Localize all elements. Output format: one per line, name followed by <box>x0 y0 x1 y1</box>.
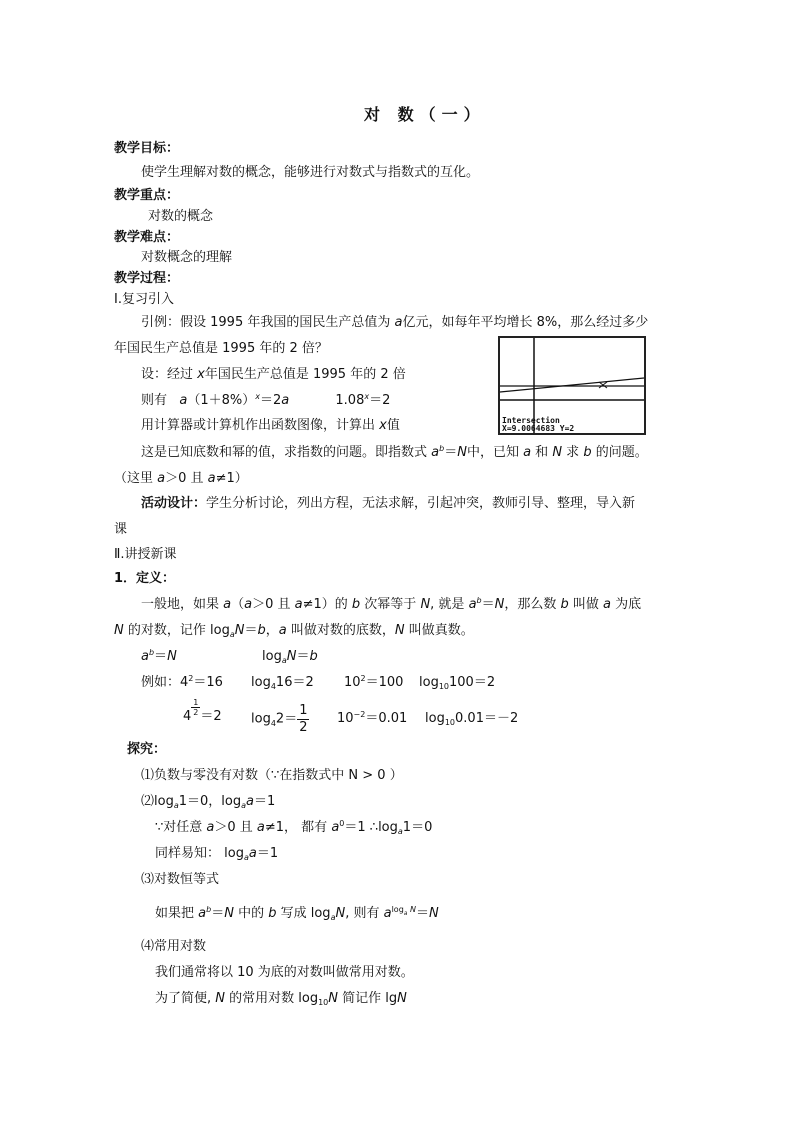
example-line6: 这是已知底数和幂的值，求指数的问题。即指数式 $a^b=N$中，已知 a 和 N 求 b 的问题。 <box>141 444 648 460</box>
definition-p2: N 的对数，记作 $\log_aN=b$，a 叫做对数的底数，N 叫做真数。 <box>114 623 474 639</box>
explore-heading: 探究： <box>127 742 167 757</box>
formula-log: $\log_aN=b$ <box>262 649 318 665</box>
definition-p1: 一般地，如果 a（a＞0 且 a≠1）的 b 次幂等于 N, 就是 $a^b=N$，那么数 b 叫做 a 为底 <box>141 596 642 612</box>
example-log10-001: $\log_{10}0.01=-2$ <box>425 711 519 727</box>
explore-item4: ⑷常用对数 <box>141 939 207 954</box>
explore-item2-proof: ∵对任意 a＞0 且 a≠1， 都有 $a^0=1$ $\therefore\log_a1=0$ <box>155 819 433 836</box>
explore-item3-identity: 如果把 $a^b=N$ 中的 b 写成 $\log_aN$, 则有 $a^{log_a N}=N$ <box>155 905 439 922</box>
example-line4: 则有 $a(1+8\%)^x=2a$ $1.08^x=2$ <box>141 392 391 408</box>
section2-heading: Ⅱ.讲授新课 <box>114 547 177 562</box>
example-4-half: 4 $\frac{1}{2}$ ＝2 <box>183 698 222 724</box>
example-line7: （这里 a＞0 且 a≠1） <box>114 471 248 486</box>
section1-heading: Ⅰ.复习引入 <box>114 292 174 307</box>
difficulty-text: 对数概念的理解 <box>141 250 233 265</box>
page-title: 对 数（一） <box>364 105 486 124</box>
calc-label-values: X=9.0064683 Y=2 <box>502 424 575 433</box>
example-4-squared: 例如：$4^2=16$ <box>141 674 223 690</box>
example-line1: 引例：假设 1995 年我国的国民生产总值为 a亿元，如每年平均增长 8%，那么经过多少 <box>141 315 649 330</box>
example-log4-2: $\log_42=$ $\frac{1}{2}$ <box>251 703 308 735</box>
example-line5: 用计算器或计算机作出函数图像，计算出 x值 <box>141 418 400 433</box>
intersection-marker <box>599 382 607 388</box>
example-10-neg2: $10^{-2}=0.01$ <box>337 710 408 726</box>
explore-item2: $⑵\log_a1=0$，$\log_aa=1$ <box>141 794 276 810</box>
heading-process: 教学过程： <box>114 271 180 286</box>
example-10-squared: $10^2=100$ <box>344 674 404 690</box>
heading-difficulty: 教学难点： <box>114 230 180 245</box>
exponential-curve <box>500 378 644 392</box>
example-line2: 年国民生产总值是 1995 年的 2 倍？ <box>114 341 328 356</box>
example-log4-16: $\log_416=2$ <box>251 675 314 691</box>
key-text: 对数的概念 <box>148 209 214 224</box>
explore-item4-lg: 为了简便, N 的常用对数 $\log_{10}N$ 简记作 lgN <box>155 991 407 1007</box>
explore-item2-also: 同样易知： $\log_aa=1$ <box>155 846 279 862</box>
calculator-screenshot <box>498 336 646 435</box>
calc-label-intersection: Intersection <box>502 416 560 425</box>
activity-line: 活动设计：学生分析讨论，列出方程，无法求解，引起冲突，教师引导、整理，导入新 <box>141 496 636 511</box>
heading-key: 教学重点： <box>114 188 180 203</box>
activity-cont: 课 <box>114 522 128 537</box>
example-line3: 设：经过 x年国民生产总值是 1995 年的 2 倍 <box>141 367 406 382</box>
definition-heading: 1．定义： <box>114 571 176 586</box>
formula-exp: $a^b=N$ <box>141 648 177 664</box>
example-log10-100: $\log_{10}100=2$ <box>419 675 496 691</box>
explore-item1: ⑴负数与零没有对数（∵在指数式中 N > 0 ） <box>141 768 403 783</box>
explore-item4-text: 我们通常将以 10 为底的对数叫做常用对数。 <box>155 965 414 980</box>
explore-item3: ⑶对数恒等式 <box>141 872 220 887</box>
heading-goal: 教学目标： <box>114 141 180 156</box>
goal-text: 使学生理解对数的概念，能够进行对数式与指数式的互化。 <box>141 165 480 180</box>
